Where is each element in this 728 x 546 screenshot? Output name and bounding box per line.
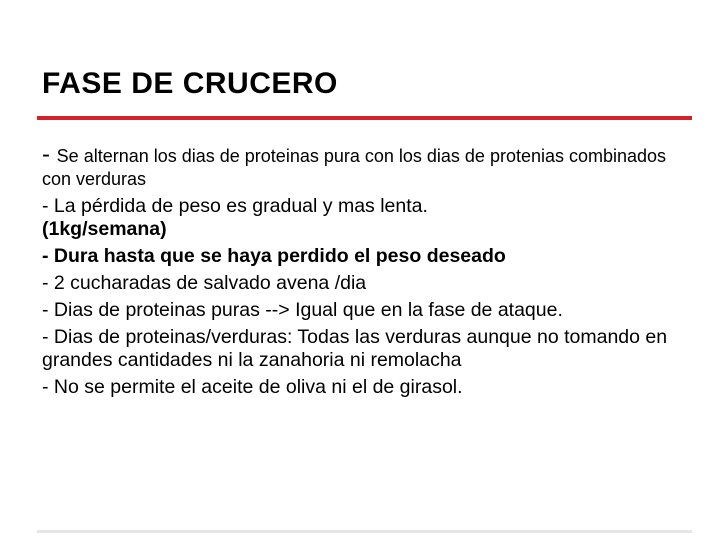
list-item-emphasis: (1kg/semana): [42, 218, 167, 240]
list-item-text: - Dias de proteinas puras --> Igual que en la fase de ataque.: [42, 299, 563, 321]
list-item-text: - Dias de proteinas/verduras: Todas las verduras aunque no tomando en grandes cantidades ni la zanahoria ni remolacha: [42, 326, 668, 371]
list-item: [42, 376, 682, 399]
title-underline: [37, 116, 692, 120]
footer-divider: [37, 530, 692, 533]
list-item: [42, 299, 682, 322]
list-item: [42, 143, 682, 191]
list-item-text: - 2 cucharadas de salvado avena /dia: [42, 272, 367, 294]
list-item-text: - La pérdida de peso es gradual y mas lenta.: [42, 195, 428, 217]
bullet-list: [42, 143, 682, 403]
list-item-text: Se alternan los dias de proteinas pura con los dias de protenias combinados con verduras: [42, 146, 667, 189]
list-item: [42, 195, 682, 241]
list-item: [42, 272, 682, 295]
slide-title: FASE DE CRUCERO: [42, 67, 338, 100]
bullet-dash: -: [42, 141, 57, 168]
list-item-text: - Dura hasta que se haya perdido el peso deseado: [42, 245, 506, 267]
list-item: [42, 326, 682, 372]
list-item: [42, 245, 682, 268]
list-item-text: - No se permite el aceite de oliva ni el de girasol.: [42, 376, 463, 398]
